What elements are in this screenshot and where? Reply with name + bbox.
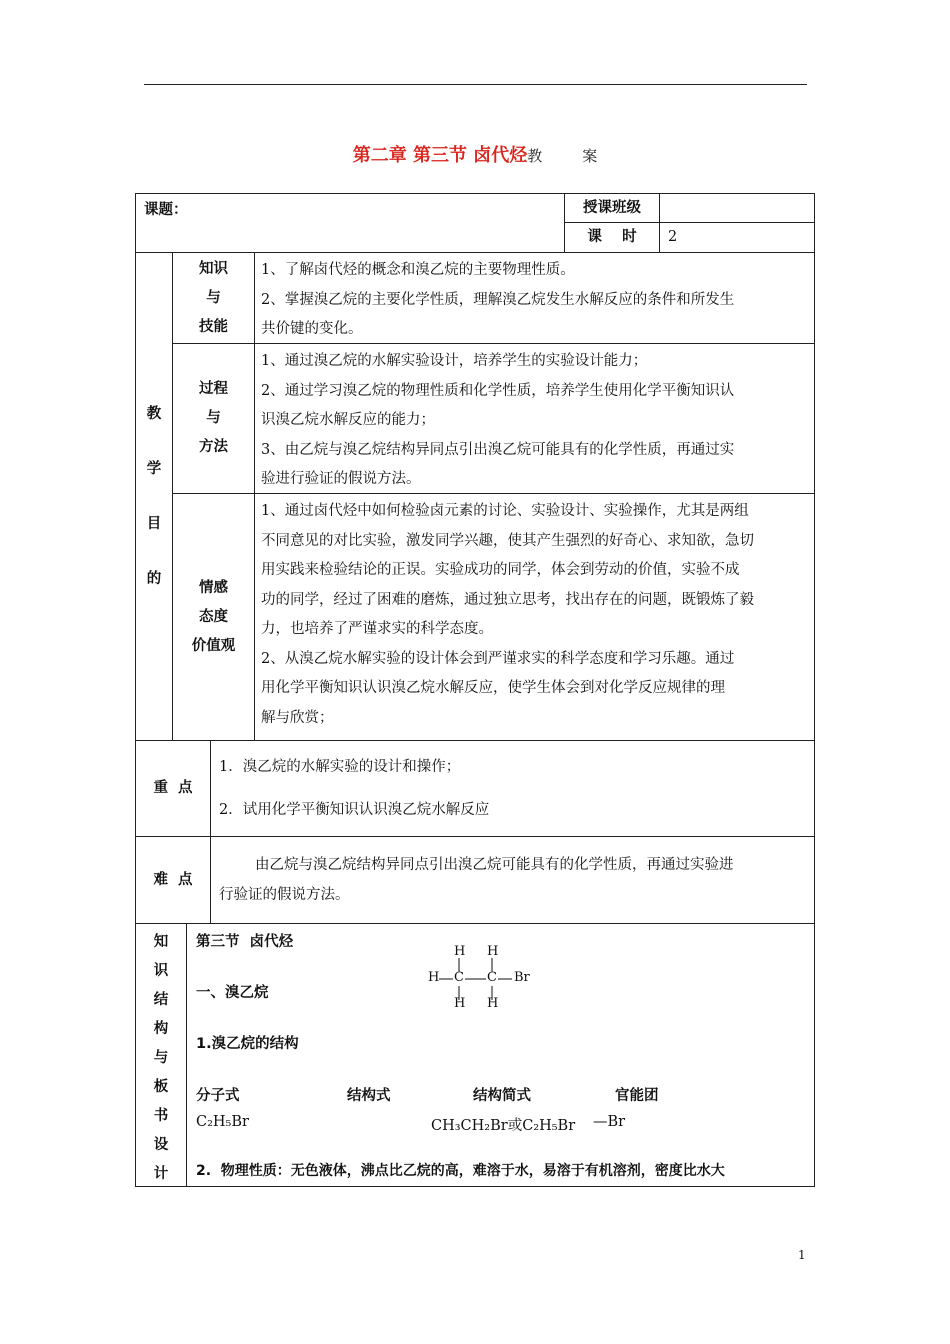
simplified-formula: CH₃CH₂Br或C₂H₅Br — [431, 1118, 576, 1134]
text-line: 1、通过溴乙烷的水解实验设计，培养学生的实验设计能力； — [261, 353, 648, 369]
group-char: 的 — [146, 570, 162, 587]
text-line: 验进行验证的假说方法。 — [261, 471, 421, 487]
period-label: 课 时 — [587, 229, 637, 245]
header-rule — [144, 84, 807, 85]
key-point-item: 2．试用化学平衡知识认识溴乙烷水解反应 — [219, 802, 490, 818]
knowledge-content — [186, 923, 815, 1187]
label-line: 知识 — [199, 260, 228, 277]
col-header-simplified: 结构简式 — [473, 1088, 531, 1104]
physical-properties: 2. 物理性质：无色液体，沸点比乙烷的高，难溶于水，易溶于有机溶剂，密度比水大 — [196, 1163, 725, 1179]
label-line: 态度 — [199, 608, 228, 625]
title-tail-2: 案 — [582, 147, 598, 165]
key-points-label — [135, 740, 211, 837]
objective-content-process — [254, 343, 815, 494]
text-line: 解与欣赏； — [261, 709, 334, 726]
label-line: 价值观 — [191, 637, 236, 654]
atom-c: C — [454, 970, 464, 985]
atom-h: H — [428, 970, 440, 985]
label-line: 与 — [206, 289, 221, 306]
section-title: 第三节 卤代烃 — [196, 934, 294, 950]
objective-content-attitude — [254, 493, 815, 741]
atom-h: H — [454, 996, 466, 1011]
title-tail-1: 教 — [527, 147, 543, 165]
key-points-label-text: 重 点 — [153, 780, 193, 796]
knowledge-char: 板 — [153, 1079, 169, 1095]
knowledge-char: 识 — [153, 963, 169, 979]
text-line: 3、由乙烷与溴乙烷结构异同点引出溴乙烷可能具有的化学性质，再通过实 — [261, 441, 735, 458]
objective-label-knowledge — [172, 252, 255, 344]
label-line: 情感 — [199, 579, 228, 596]
group-char: 教 — [146, 405, 162, 422]
text-line: 不同意见的对比实验，激发同学兴趣，使其产生强烈的好奇心、求知欲，急切 — [261, 532, 754, 549]
text-line: 功的同学，经过了困难的磨炼，通过独立思考，找出存在的问题，既锻炼了毅 — [261, 591, 754, 608]
period-label-cell — [564, 222, 660, 253]
atom-c: C — [487, 970, 497, 985]
text-line: 1、通过卤代烃中如何检验卤元素的讨论、实验设计、实验操作，尤其是两组 — [261, 503, 749, 519]
objective-label-process — [172, 343, 255, 494]
col-header-structural: 结构式 — [347, 1088, 391, 1104]
atom-h: H — [487, 944, 499, 959]
knowledge-char: 结 — [153, 992, 169, 1008]
title-main: 第二章 第三节 卤代烃 — [352, 145, 528, 166]
key-points-content — [210, 740, 815, 837]
objective-label-attitude — [172, 493, 255, 741]
knowledge-char: 书 — [153, 1108, 169, 1124]
key-point-item: 1．溴乙烷的水解实验的设计和操作； — [219, 759, 461, 775]
knowledge-char: 构 — [153, 1021, 169, 1037]
sub-title: 一、溴乙烷 — [196, 985, 269, 1001]
col-header-molecular: 分子式 — [196, 1088, 240, 1104]
text-line: 2、通过学习溴乙烷的物理性质和化学性质，培养学生使用化学平衡知识认 — [261, 382, 735, 399]
knowledge-label — [135, 923, 187, 1187]
group-char: 学 — [146, 460, 162, 477]
text-line: 1、了解卤代烃的概念和溴乙烷的主要物理性质。 — [261, 262, 575, 278]
text-line: 2、掌握溴乙烷的主要化学性质，理解溴乙烷发生水解反应的条件和所发生 — [261, 291, 735, 308]
col-header-functional-group: 官能团 — [615, 1088, 659, 1104]
knowledge-char: 计 — [153, 1166, 169, 1182]
text-line: 用实践来检验结论的正误。实验成功的同学，体会到劳动的价值，实验不成 — [261, 562, 740, 578]
functional-group: —Br — [593, 1114, 626, 1130]
text-line: 共价键的变化。 — [261, 321, 363, 337]
objective-content-knowledge — [254, 252, 815, 344]
knowledge-char: 与 — [153, 1050, 169, 1066]
atom-h: H — [487, 996, 499, 1011]
group-char: 目 — [146, 515, 162, 532]
knowledge-char: 知 — [153, 934, 169, 950]
difficulty-line: 行验证的假说方法。 — [219, 887, 350, 903]
difficulty-line: 由乙烷与溴乙烷结构异同点引出溴乙烷可能具有的化学性质，再通过实验进 — [255, 857, 734, 873]
label-line: 技能 — [199, 318, 228, 335]
class-label-cell — [564, 193, 660, 223]
text-line: 用化学平衡知识认识溴乙烷水解反应，使学生体会到对化学反应规律的理 — [261, 680, 725, 696]
topic-label: 课题： — [144, 202, 188, 218]
class-label: 授课班级 — [583, 200, 641, 216]
difficulties-label — [135, 836, 211, 924]
difficulties-content — [210, 836, 815, 924]
atom-br: Br — [514, 970, 530, 985]
page-title — [0, 141, 950, 167]
atom-h: H — [454, 944, 466, 959]
text-line: 2、从溴乙烷水解实验的设计体会到严谨求实的科学态度和学习乐趣。通过 — [261, 650, 735, 667]
period-value: 2 — [668, 229, 678, 245]
text-line: 识溴乙烷水解反应的能力； — [261, 412, 435, 428]
class-value-cell — [659, 193, 815, 223]
difficulties-label-text: 难 点 — [153, 871, 193, 888]
label-line: 方法 — [199, 439, 228, 455]
label-line: 与 — [206, 410, 221, 426]
text-line: 力，也培养了严谨求实的科学态度。 — [261, 621, 493, 637]
period-value-cell — [659, 222, 815, 253]
objectives-group-label — [135, 252, 173, 741]
molecular-formula: C₂H₅Br — [196, 1114, 249, 1130]
page-number: 1 — [798, 1248, 806, 1262]
label-line: 过程 — [199, 381, 228, 397]
topic-cell — [135, 193, 565, 253]
structure-title: 1.溴乙烷的结构 — [196, 1036, 299, 1052]
knowledge-char: 设 — [153, 1137, 169, 1153]
